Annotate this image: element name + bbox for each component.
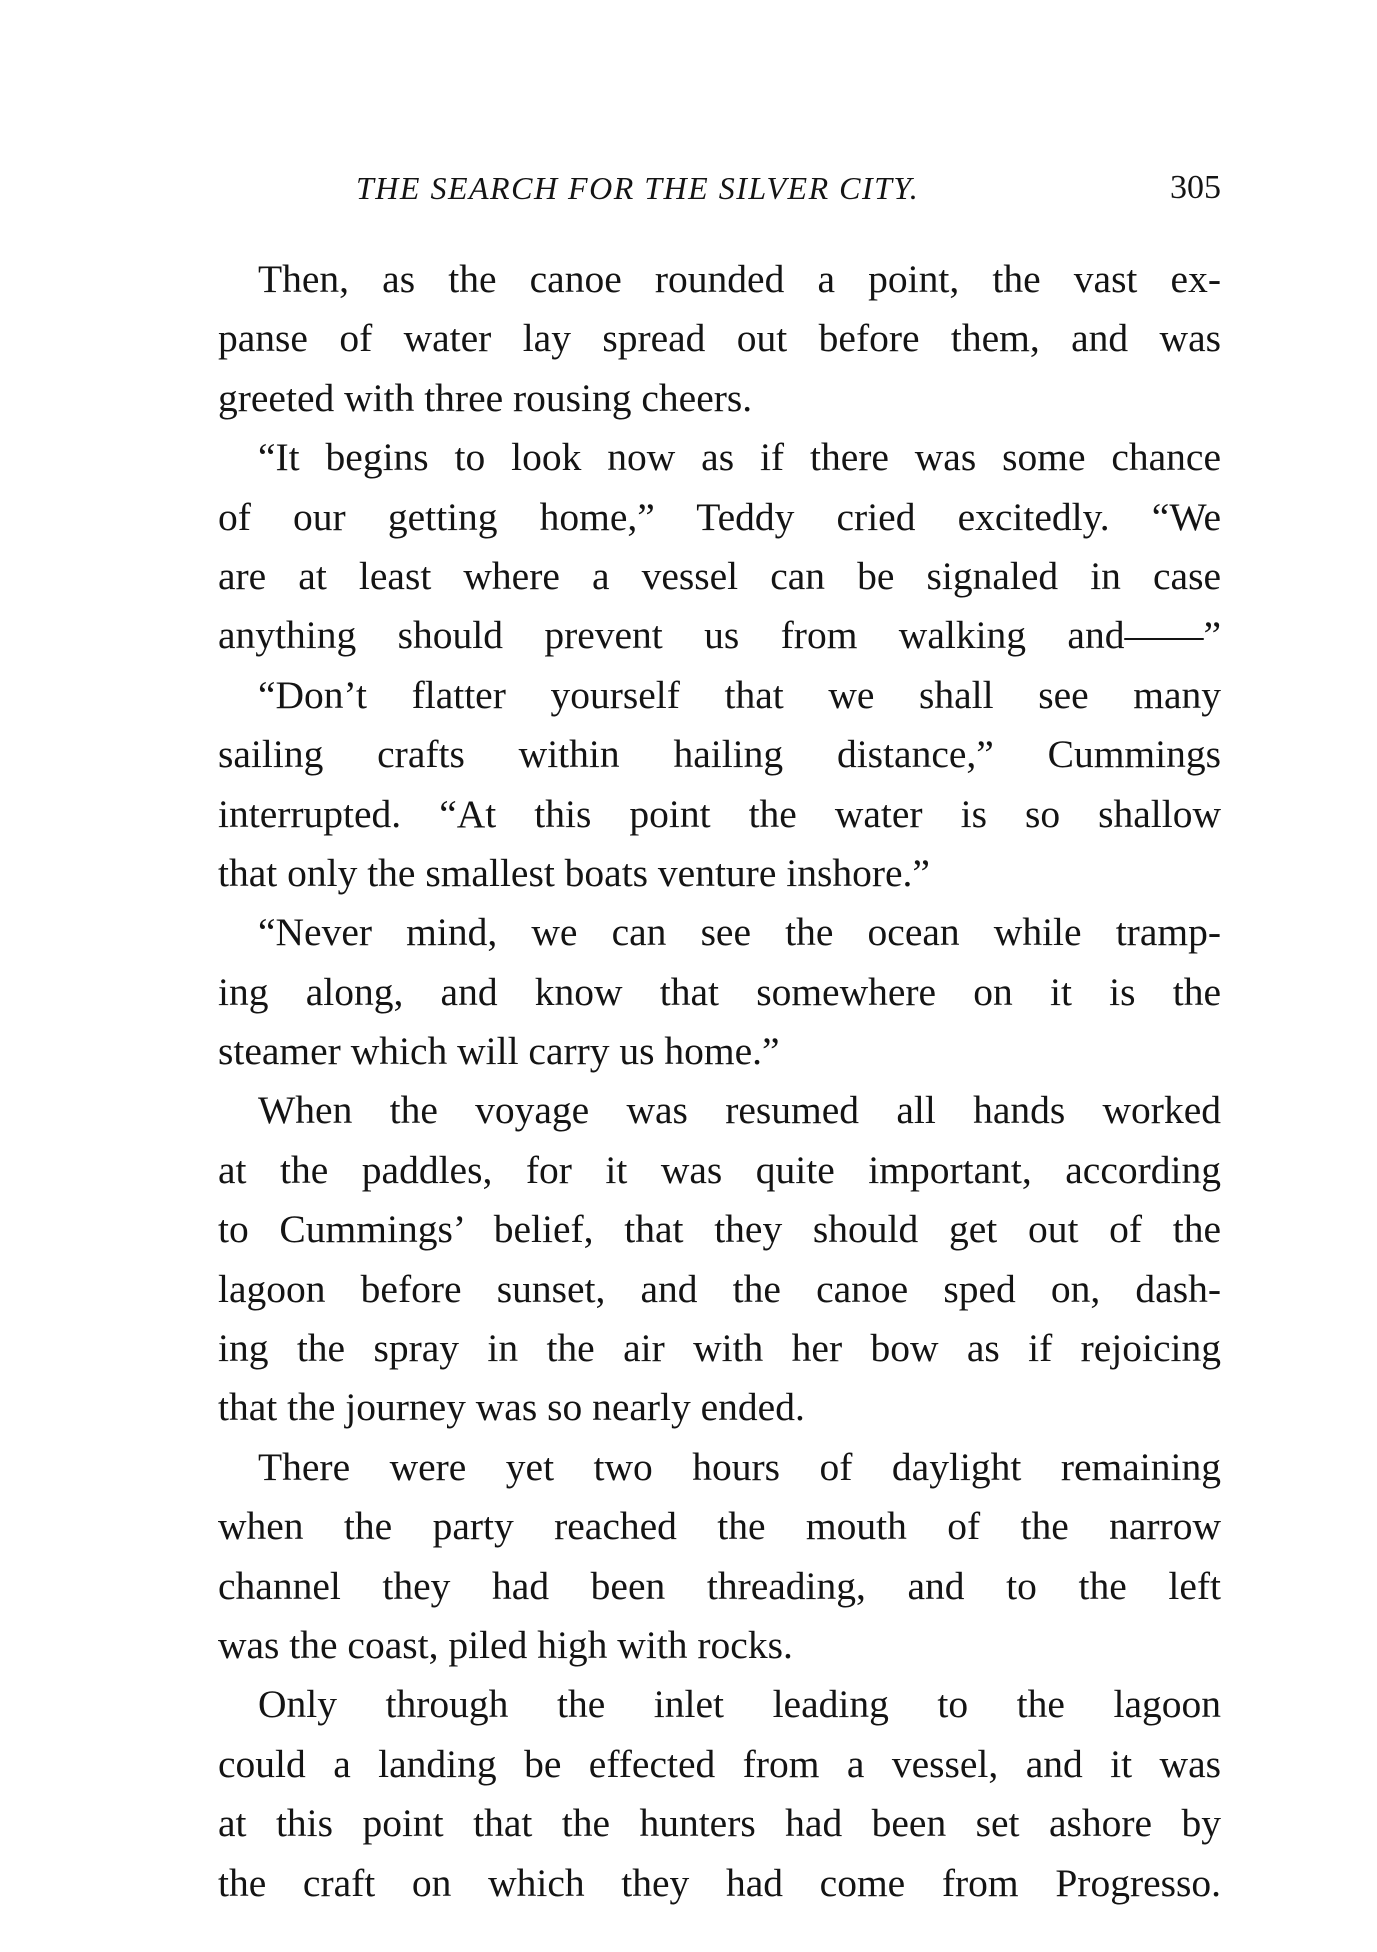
text-line: Only through the inlet leading to the lagoon [258,1682,1221,1727]
text-line: to Cummings’ belief, that they should get out of the [218,1207,1221,1252]
paragraph-5 [218,1081,1221,1437]
text-line: lagoon before sunset, and the canoe sped on, dash- [218,1266,1221,1311]
text-line: interrupted. “At this point the water is so shallow [218,791,1221,836]
text-line: the craft on which they had come from Progresso. [218,1860,1221,1905]
text-line: There were yet two hours of daylight remaining [258,1444,1221,1489]
text-line: panse of water lay spread out before them, and was [218,316,1221,361]
text-line: that only the smallest boats venture inshore.” [218,850,930,895]
text-line: that the journey was so nearly ended. [218,1385,805,1430]
paragraph-4 [218,903,1221,1081]
text-line: anything should prevent us from walking and——” [218,613,1221,658]
paragraph-2 [218,428,1221,666]
text-line: “Don’t flatter yourself that we shall see many [258,672,1221,717]
text-line: steamer which will carry us home.” [218,1029,780,1074]
text-line: “It begins to look now as if there was some chance [258,435,1221,480]
text-line: sailing crafts within hailing distance,” Cummings [218,732,1221,777]
running-title: THE SEARCH FOR THE SILVER CITY. [356,170,920,206]
text-line: are at least where a vessel can be signaled in case [218,553,1221,598]
text-line: “Never mind, we can see the ocean while tramp- [258,910,1221,955]
text-line: could a landing be effected from a vessel, and it was [218,1741,1221,1786]
text-line: ing the spray in the air with her bow as if rejoicing [218,1326,1221,1371]
page-number: 305 [1170,169,1221,206]
text-line: of our getting home,” Teddy cried excitedly. “We [218,494,1221,539]
text-line: Then, as the canoe rounded a point, the vast ex- [258,257,1221,301]
paragraph-6 [218,1438,1221,1676]
paragraph-1 [218,250,1221,428]
text-line: at this point that the hunters had been set ashore by [218,1801,1221,1846]
body-text [218,250,1221,1913]
text-line: channel they had been threading, and to the left [218,1563,1221,1608]
text-line: was the coast, piled high with rocks. [218,1622,793,1667]
text-line: When the voyage was resumed all hands worked [258,1088,1221,1133]
paragraph-3 [218,666,1221,904]
text-line: ing along, and know that somewhere on it is the [218,969,1221,1014]
text-line: greeted with three rousing cheers. [218,375,753,420]
text-line: when the party reached the mouth of the narrow [218,1504,1221,1549]
text-line: at the paddles, for it was quite important, according [218,1147,1221,1192]
paragraph-7 [218,1675,1221,1913]
running-head [218,160,1221,216]
